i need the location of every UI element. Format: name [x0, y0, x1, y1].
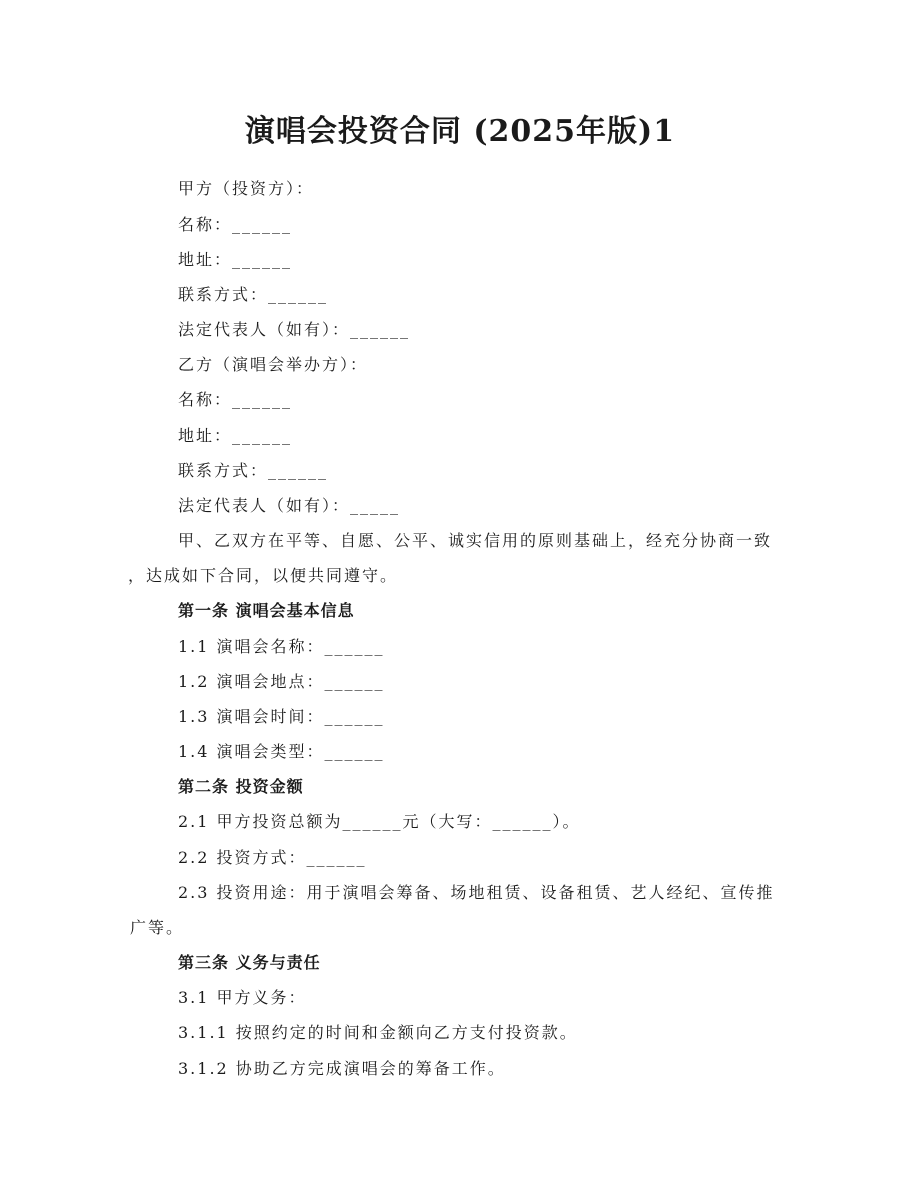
- clause-3-1-1: 3.1.1 按照约定的时间和金额向乙方支付投资款。: [178, 1023, 578, 1042]
- party-b-name: 名称：______: [178, 390, 293, 409]
- party-b-representative: 法定代表人（如有）：_____: [178, 496, 401, 515]
- party-a-heading: 甲方（投资方）：: [178, 179, 315, 198]
- party-b-address: 地址：______: [178, 426, 293, 445]
- party-a-representative: 法定代表人（如有）：______: [178, 320, 411, 339]
- clause-3-1-2: 3.1.2 协助乙方完成演唱会的筹备工作。: [178, 1059, 506, 1078]
- clause-3-1: 3.1 甲方义务：: [178, 988, 307, 1007]
- preamble-line-1: 甲、乙双方在平等、自愿、公平、诚实信用的原则基础上，经充分协商一致: [178, 531, 773, 550]
- clause-2-2: 2.2 投资方式：______: [178, 848, 367, 867]
- party-a-address: 地址：______: [178, 250, 293, 269]
- clause-2-3-line-1: 2.3 投资用途：用于演唱会筹备、场地租赁、设备租赁、艺人经纪、宣传推: [178, 883, 775, 902]
- party-a-contact: 联系方式：______: [178, 285, 329, 304]
- clause-1-1: 1.1 演唱会名称：______: [178, 637, 385, 656]
- clause-2-3-line-2: 广等。: [130, 918, 185, 937]
- party-b-contact: 联系方式：______: [178, 461, 329, 480]
- article-3-heading: 第三条 义务与责任: [178, 953, 321, 972]
- clause-2-1: 2.1 甲方投资总额为______元（大写：______）。: [178, 812, 581, 831]
- article-2-heading: 第二条 投资金额: [178, 777, 304, 796]
- clause-1-4: 1.4 演唱会类型：______: [178, 742, 385, 761]
- article-1-heading: 第一条 演唱会基本信息: [178, 601, 355, 620]
- party-b-heading: 乙方（演唱会举办方）：: [178, 355, 369, 374]
- document-title: 演唱会投资合同 (2025年版)1: [244, 114, 676, 149]
- clause-1-2: 1.2 演唱会地点：______: [178, 672, 385, 691]
- party-a-name: 名称：______: [178, 215, 293, 234]
- preamble-line-2: ，达成如下合同，以便共同遵守。: [128, 566, 399, 585]
- clause-1-3: 1.3 演唱会时间：______: [178, 707, 385, 726]
